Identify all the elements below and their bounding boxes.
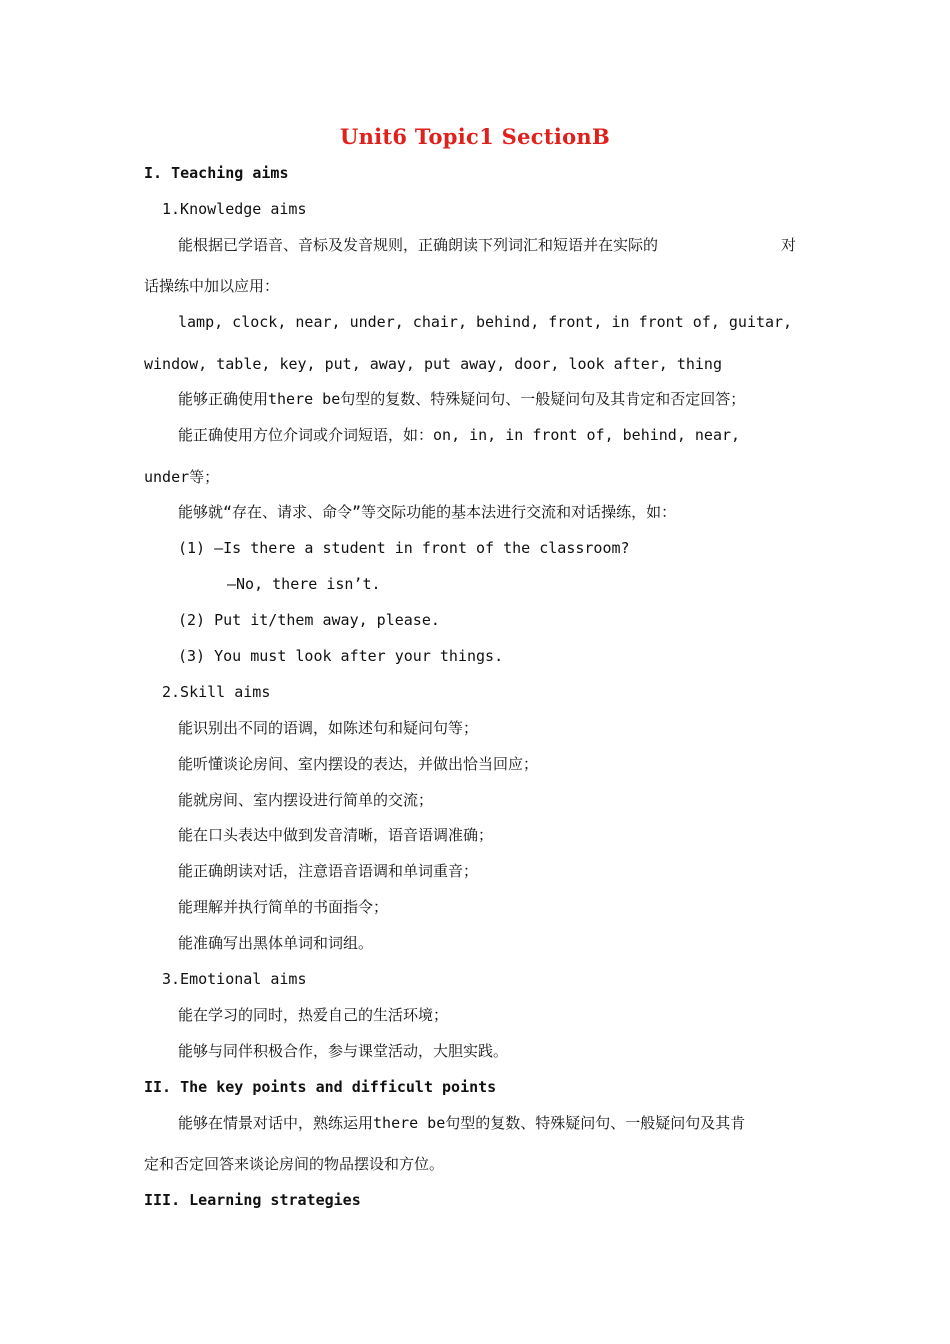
knowledge-intro-line2: 话操练中加以应用： (144, 277, 280, 295)
subheading-skill-aims: 2.Skill aims (162, 683, 271, 701)
there-be-paragraph: 能够正确使用there be句型的复数、特殊疑问句、一般疑问句及其肯定和否定回答； (178, 390, 746, 408)
section-heading-key-points: II. The key points and difficult points (144, 1078, 497, 1096)
preposition-line2: under等； (144, 468, 220, 486)
key-points-line2: 定和否定回答来谈论房间的物品摆设和方位。 (144, 1155, 445, 1173)
document-title: Unit6 Topic1 SectionB (339, 124, 611, 149)
example-2: (2) Put it/them away, please. (178, 611, 440, 629)
skill-item: 能正确朗读对话，注意语音语调和单词重音； (178, 862, 479, 880)
section-heading-learning-strategies: III. Learning strategies (144, 1191, 361, 1209)
skill-item: 能理解并执行简单的书面指令； (178, 898, 389, 916)
skill-item: 能识别出不同的语调，如陈述句和疑问句等； (178, 719, 479, 737)
emotional-item: 能够与同伴积极合作，参与课堂活动，大胆实践。 (178, 1042, 509, 1060)
subheading-emotional-aims: 3.Emotional aims (162, 970, 307, 988)
knowledge-intro-line1-end: 对 (781, 236, 797, 254)
key-points-line1: 能够在情景对话中，熟练运用there be句型的复数、特殊疑问句、一般疑问句及其肯 (178, 1114, 746, 1132)
vocabulary-line2: window, table, key, put, away, put away, door, look after, thing (144, 355, 722, 373)
emotional-item: 能在学习的同时，热爱自己的生活环境； (178, 1006, 449, 1024)
section-heading-teaching-aims: I. Teaching aims (144, 164, 289, 182)
skill-item: 能准确写出黑体单词和词组。 (178, 934, 374, 952)
example-1-answer: —No, there isn’t. (227, 575, 381, 593)
skill-item: 能就房间、室内摆设进行简单的交流； (178, 791, 434, 809)
knowledge-intro-line1: 能根据已学语音、音标及发音规则，正确朗读下列词汇和短语并在实际的 (178, 236, 659, 254)
skill-item: 能在口头表达中做到发音清晰，语音语调准确； (178, 826, 494, 844)
preposition-line1: 能正确使用方位介词或介词短语，如：on, in, in front of, behind, near, (178, 426, 741, 444)
function-paragraph: 能够就“存在、请求、命令”等交际功能的基本法进行交流和对话操练，如： (178, 503, 677, 521)
example-1-question: (1) —Is there a student in front of the classroom? (178, 539, 630, 557)
subheading-knowledge-aims: 1.Knowledge aims (162, 200, 307, 218)
skill-item: 能听懂谈论房间、室内摆设的表达，并做出恰当回应； (178, 755, 539, 773)
vocabulary-line1: lamp, clock, near, under, chair, behind, front, in front of, guitar, (178, 313, 793, 331)
example-3: (3) You must look after your things. (178, 647, 504, 665)
